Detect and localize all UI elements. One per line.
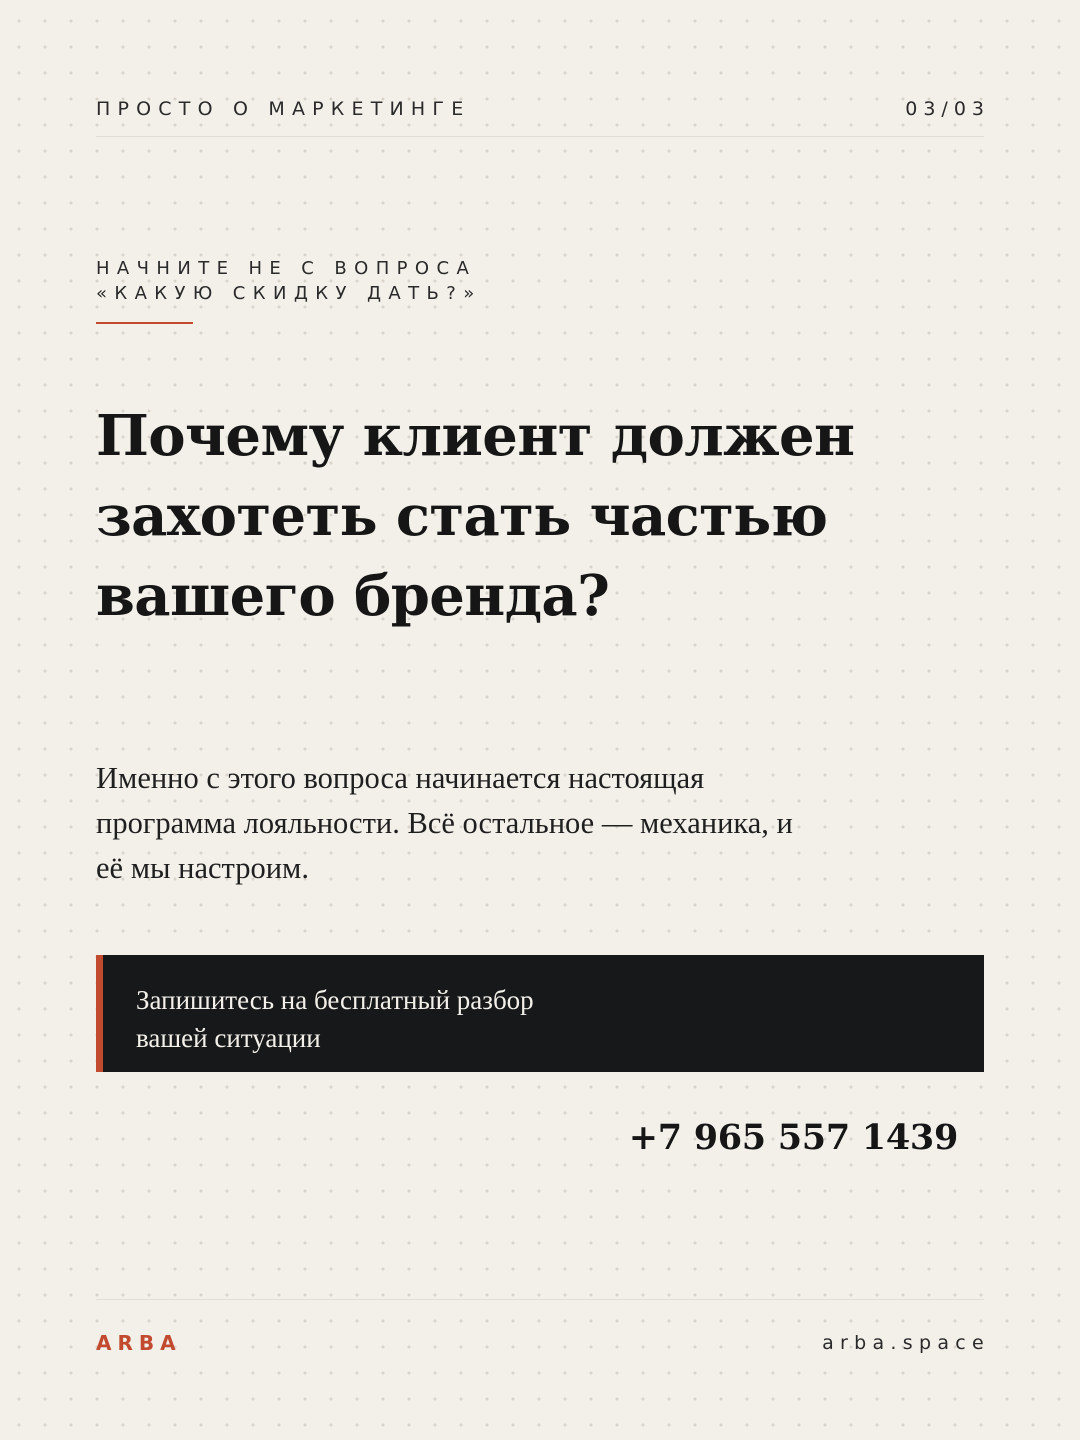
body-paragraph [96,756,896,891]
footer-divider [96,1299,984,1300]
body-line-3: её мы настроим. [96,851,309,885]
cta-text [136,981,656,1057]
series-title: ПРОСТО О МАРКЕТИНГЕ [96,98,471,120]
headline [96,396,956,636]
headline-line-3: вашего бренда? [96,563,610,629]
footer [96,1330,990,1356]
page-indicator: 03/03 [905,98,990,120]
cta-line-1: Запишитесь на бесплатный разбор [136,985,534,1015]
accent-divider [96,322,193,324]
header [96,96,990,137]
kicker-line-2: «КАКУЮ СКИДКУ ДАТЬ?» [96,283,482,304]
kicker [96,256,796,306]
cta-line-2: вашей ситуации [136,1023,321,1053]
brand-logo: ARBA [96,1331,182,1355]
body-line-1: Именно с этого вопроса начинается настоящая [96,761,705,795]
cta-banner[interactable] [96,955,984,1072]
phone-number[interactable]: +7 965 557 1439 [628,1117,958,1158]
website-link[interactable]: arba.space [822,1332,990,1354]
headline-line-1: Почему клиент должен [96,403,855,469]
kicker-line-1: НАЧНИТЕ НЕ С ВОПРОСА [96,258,477,279]
body-line-2: программа лояльности. Всё остальное — механика, и [96,806,793,840]
headline-line-2: захотеть стать частью [96,483,828,549]
